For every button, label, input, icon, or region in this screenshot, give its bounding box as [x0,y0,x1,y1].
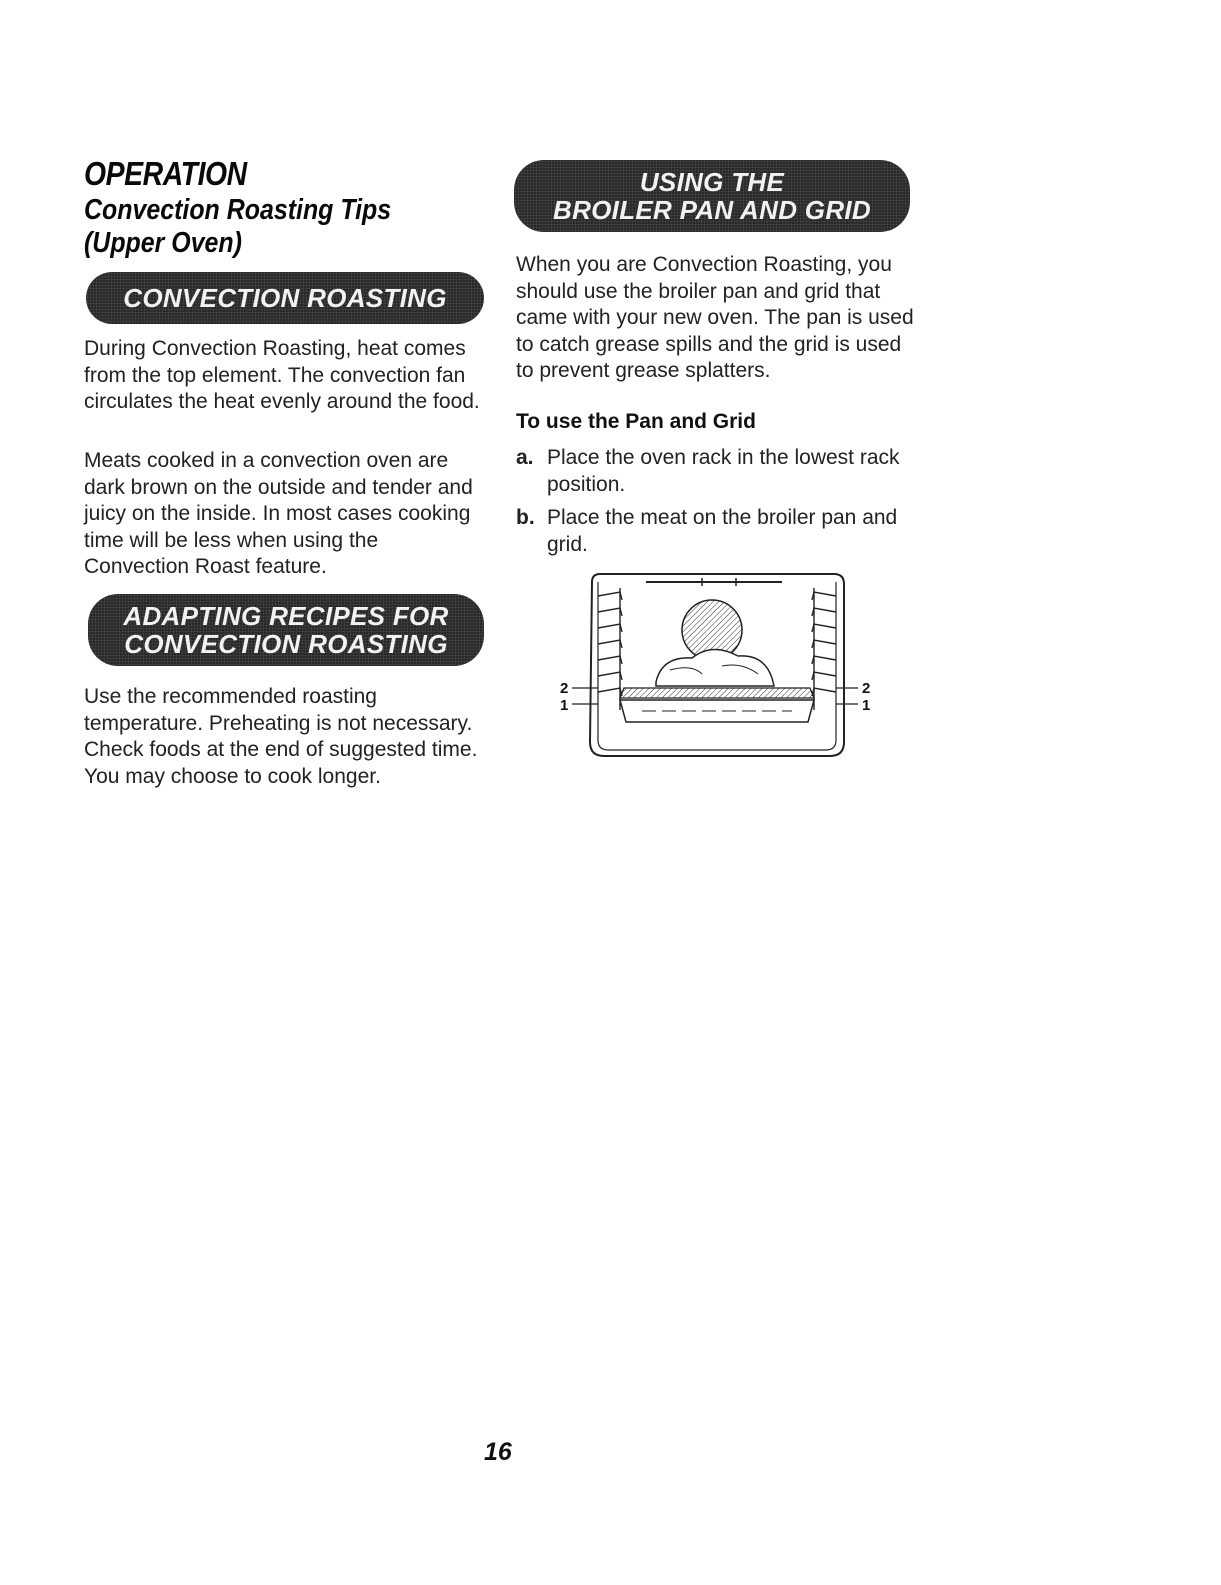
adapting-paragraph: Use the recommended roasting temperature. Preheating is not necessary. Check foods at the end of suggested time. You may choose to cook longer. [84,685,478,788]
left-rack-supports [598,588,622,710]
banner-label-line-1: ADAPTING RECIPES FOR [123,601,449,631]
banner-label-line-2: CONVECTION ROASTING [124,629,448,659]
broiler-grid [620,688,814,698]
subtitle-line-2: (Upper Oven) [84,227,242,259]
rack-label-left-2: 2 [560,680,569,697]
rack-label-right-2: 2 [862,680,871,697]
step-b [516,505,916,558]
banner-label-line-1: USING THE [639,167,785,197]
oven-rack-diagram [552,570,882,770]
roast [656,649,774,686]
pan-grid-subheading: To use the Pan and Grid [516,410,756,433]
step-a [516,445,916,498]
broiler-pan-banner [514,160,910,232]
adapting-recipes-banner [88,594,484,666]
page-number: 16 [484,1438,512,1466]
step-label: a. [516,446,534,469]
step-label: b. [516,506,535,529]
banner-label: CONVECTION ROASTING [123,283,447,313]
convection-paragraph-1: During Convection Roasting, heat comes from the top element. The convection fan circulates the heat evenly around the food. [84,337,480,413]
right-rack-supports [812,588,836,710]
step-text: Place the oven rack in the lowest rack position. [547,446,900,496]
subtitle-line-1: Convection Roasting Tips [84,194,392,226]
step-text: Place the meat on the broiler pan and grid. [547,506,898,556]
broiler-paragraph: When you are Convection Roasting, you should use the broiler pan and grid that came with your new oven. The pan is used to catch grease spills and the grid is used to prevent grease splatters. [516,253,914,382]
page-subtitle [84,194,445,260]
rack-label-right-1: 1 [862,697,871,714]
section-title: OPERATION [84,155,247,192]
convection-paragraph-2: Meats cooked in a convection oven are dark brown on the outside and tender and juicy on the inside. In most cases cooking time will be less when using the Convection Roast feature. [84,449,473,578]
convection-roasting-banner [86,272,484,324]
rack-label-left-1: 1 [560,697,569,714]
banner-label-line-2: BROILER PAN AND GRID [553,195,871,225]
